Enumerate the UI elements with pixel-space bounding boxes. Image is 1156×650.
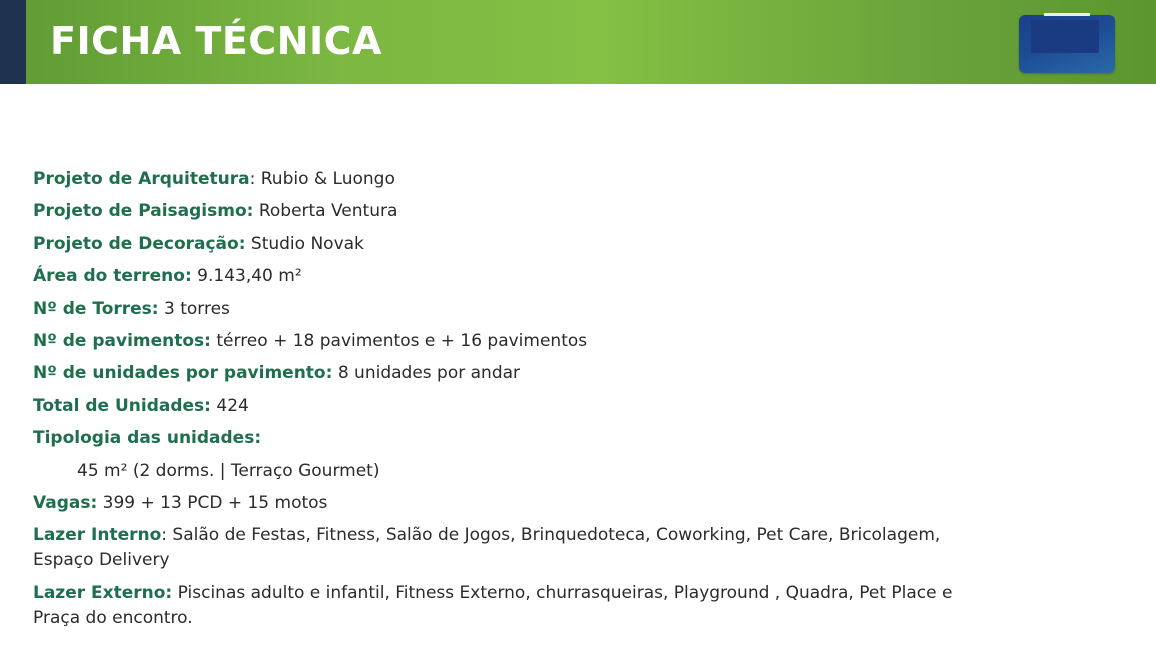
spec-row-lazer-interno [33, 523, 993, 573]
spec-label: Projeto de Arquitetura [33, 169, 250, 189]
spec-value: Studio Novak [245, 233, 364, 254]
logo-bar [1044, 13, 1090, 16]
spec-label: Total de Unidades: [33, 395, 211, 416]
spec-row-tipologia [33, 426, 993, 451]
spec-value: térreo + 18 pavimentos e + 16 pavimentos [210, 330, 588, 351]
spec-separator: : [249, 169, 256, 189]
page-title: FICHA TÉCNICA [50, 19, 382, 63]
spec-label: Lazer Externo: [33, 582, 173, 603]
spec-row-tipologia-detail [33, 459, 993, 484]
spec-label: Lazer Interno [33, 525, 162, 546]
spec-row-total-unidades [33, 394, 993, 419]
spec-row-vagas [33, 491, 993, 516]
spec-label: Área do terreno: [33, 266, 192, 287]
spec-value: 9.143,40 m² [191, 266, 302, 287]
spec-label: Nº de Torres: [33, 298, 159, 319]
spec-value: 399 + 13 PCD + 15 motos [97, 492, 328, 513]
spec-label: Nº de unidades por pavimento: [33, 363, 333, 384]
spec-label: Tipologia das unidades: [33, 428, 262, 449]
spec-label: Projeto de Paisagismo: [33, 201, 254, 222]
spec-row-torres [33, 297, 993, 322]
spec-row-decoracao [33, 232, 993, 257]
logo [1019, 15, 1115, 73]
spec-row-paisagismo [33, 199, 993, 224]
header-accent-stripe [0, 0, 26, 84]
spec-row-arquitetura [33, 167, 993, 192]
spec-value: 8 unidades por andar [332, 363, 521, 384]
spec-list [33, 167, 993, 638]
spec-row-area-terreno [33, 264, 993, 289]
spec-separator: : [161, 525, 168, 546]
logo-inner-panel [1031, 20, 1099, 53]
spec-value: Roberta Ventura [253, 201, 398, 222]
spec-row-pavimentos [33, 329, 993, 354]
spec-label: Vagas: [33, 492, 98, 513]
spec-label: Nº de pavimentos: [33, 330, 211, 351]
spec-row-lazer-externo [33, 581, 993, 631]
spec-value: Rubio & Luongo [255, 169, 395, 189]
spec-value: Salão de Festas, Fitness, Salão de Jogos, Brinquedoteca, Coworking, Pet Care, Bricolagem, Espaço Delivery [33, 525, 941, 571]
spec-value: 3 torres [158, 298, 230, 319]
spec-row-unidades-por-pavimento [33, 361, 993, 386]
spec-value: Piscinas adulto e infantil, Fitness Externo, churrasqueiras, Playground , Quadra, Pet Place e Praça do encontro. [33, 582, 953, 628]
header-banner [0, 0, 1156, 84]
spec-value: 424 [210, 395, 249, 416]
spec-label: Projeto de Decoração: [33, 233, 246, 254]
spec-value: 45 m² (2 dorms. | Terraço Gourmet) [77, 460, 380, 481]
